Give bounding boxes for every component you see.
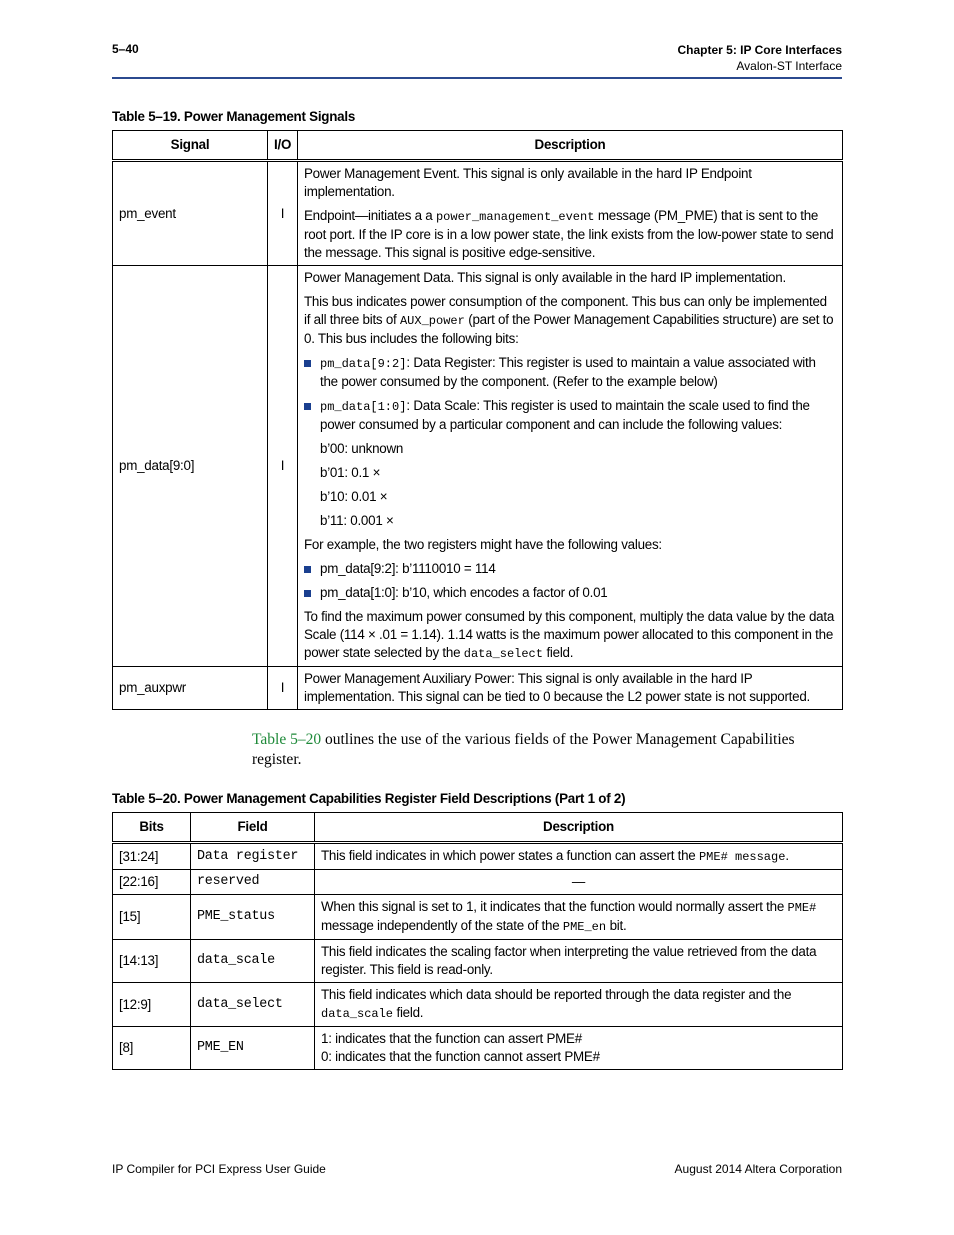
field-cell: PME_EN <box>191 1027 315 1070</box>
field-cell: PME_status <box>191 895 315 940</box>
column-header: Description <box>315 813 843 843</box>
description-text: Power Management Auxiliary Power: This signal is only available in the hard IP implementation. This signal can be tied to 0 because the L2 power state is not supported. <box>304 671 811 704</box>
bits-cell: [12:9] <box>113 983 191 1027</box>
section-title: Avalon-ST Interface <box>736 59 842 73</box>
table-header-row <box>113 813 843 843</box>
bullet-square-icon <box>304 360 311 367</box>
field-cell: reserved <box>191 870 315 895</box>
table-row <box>113 843 843 870</box>
table-row <box>113 940 843 983</box>
bullet-item: pm_data[1:0]: b’10, which encodes a factor of 0.01 <box>304 584 836 602</box>
page-number: 5–40 <box>112 42 139 56</box>
description-text: To find the maximum power consumed by this component, multiply the data value by the data Scale (114 × .01 = 1.14). 1.14 watts is the maximum power allocated to this component in the power state selected by the data_select field. <box>304 609 835 661</box>
table-row <box>113 1027 843 1070</box>
signal-cell: pm_auxpwr <box>113 667 268 710</box>
table-row <box>113 870 843 895</box>
bullet-item: pm_data[9:2]: b’1110010 = 114 <box>304 560 836 578</box>
table-row <box>113 266 843 667</box>
header-rule <box>112 77 842 79</box>
description-cell <box>298 266 843 667</box>
code-text: pm_data[1:0] <box>320 400 407 414</box>
bullet-item: pm_data[9:2]: Data Register: This register is used to maintain a value associated with the power consumed by the component. (Refer to the example below) <box>304 354 836 391</box>
chapter-title: Chapter 5: IP Core Interfaces <box>677 43 842 57</box>
description-cell: This field indicates which data should be reported through the data register and the data_scale field. <box>315 983 843 1027</box>
column-header: Field <box>191 813 315 843</box>
table-caption: Table 5–20. Power Management Capabilities Register Field Descriptions (Part 1 of 2) <box>112 791 626 806</box>
signal-cell: pm_data[9:0] <box>113 266 268 667</box>
description-cell: This field indicates in which power states a function can assert the PME# message. <box>315 843 843 870</box>
column-header: Bits <box>113 813 191 843</box>
signal-cell: pm_event <box>113 161 268 266</box>
footer-date-publisher: August 2014 Altera Corporation <box>674 1162 842 1176</box>
description-cell: When this signal is set to 1, it indicates that the function would normally assert the PME# message independently of the state of the PME_en bit. <box>315 895 843 940</box>
io-cell: I <box>268 266 298 667</box>
table-row <box>113 667 843 710</box>
description-cell <box>298 161 843 266</box>
table-caption: Table 5–19. Power Management Signals <box>112 109 356 124</box>
scale-value: b’01: 0.1 × <box>320 465 381 480</box>
bullet-square-icon <box>304 590 311 597</box>
bullet-square-icon <box>304 566 311 573</box>
code-text: power_management_event <box>435 210 595 224</box>
description-text: For example, the two registers might have the following values: <box>304 537 662 552</box>
description-cell <box>298 667 843 710</box>
description-text: Power Management Event. This signal is only available in the hard IP Endpoint implementation. <box>304 166 752 199</box>
bits-cell: [14:13] <box>113 940 191 983</box>
field-cell: data_select <box>191 983 315 1027</box>
running-header <box>677 42 842 74</box>
column-header: Signal <box>113 131 268 161</box>
code-text: data_scale <box>321 1007 394 1021</box>
scale-value: b’00: unknown <box>320 441 404 456</box>
code-text: PME# <box>787 901 817 915</box>
table-row <box>113 983 843 1027</box>
description-text: This bus indicates power consumption of the component. This bus can only be implemented if all three bits of AUX_power (part of the Power Management Capabilities structure) are set to 0. This bus includes the following bits: <box>304 294 834 346</box>
bits-cell: [15] <box>113 895 191 940</box>
register-fields-table <box>112 812 843 1070</box>
description-cell: This field indicates the scaling factor when interpreting the value retrieved from the data register. This field is read-only. <box>315 940 843 983</box>
column-header: I/O <box>268 131 298 161</box>
bullet-square-icon <box>304 403 311 410</box>
description-text: Power Management Data. This signal is only available in the hard IP implementation. <box>304 270 786 285</box>
table-link[interactable]: Table 5–20 <box>252 731 322 748</box>
bits-cell: [22:16] <box>113 870 191 895</box>
io-cell: I <box>268 161 298 266</box>
column-header: Description <box>298 131 843 161</box>
description-cell: 1: indicates that the function can assert PME# 0: indicates that the function cannot assert PME# <box>315 1027 843 1070</box>
code-text: PME_en <box>562 920 607 934</box>
description-cell: — <box>315 870 843 895</box>
table-header-row <box>113 131 843 161</box>
table-row <box>113 161 843 266</box>
field-cell: Data register <box>191 843 315 870</box>
scale-value: b’10: 0.01 × <box>320 489 388 504</box>
description-text: Endpoint—initiates a a power_management_event message (PM_PME) that is sent to the root port. If the IP core is in a low power state, the link exists from the low-power state to send the message. This signal is positive edge-sensitive. <box>304 208 834 260</box>
body-paragraph: Table 5–20 outlines the use of the various fields of the Power Management Capabilities register. <box>252 731 795 768</box>
footer-title: IP Compiler for PCI Express User Guide <box>112 1162 326 1176</box>
code-text: AUX_power <box>399 314 465 328</box>
bits-cell: [31:24] <box>113 843 191 870</box>
code-text: PME# message <box>698 850 786 864</box>
code-text: data_select <box>463 647 543 661</box>
io-cell: I <box>268 667 298 710</box>
table-row <box>113 895 843 940</box>
field-cell: data_scale <box>191 940 315 983</box>
scale-value: b’11: 0.001 × <box>320 513 394 528</box>
bullet-item: pm_data[1:0]: Data Scale: This register is used to maintain the scale used to find the power consumed by a particular component and can include the following values: <box>304 397 836 434</box>
bits-cell: [8] <box>113 1027 191 1070</box>
code-text: pm_data[9:2] <box>320 357 407 371</box>
power-management-signals-table <box>112 130 843 710</box>
